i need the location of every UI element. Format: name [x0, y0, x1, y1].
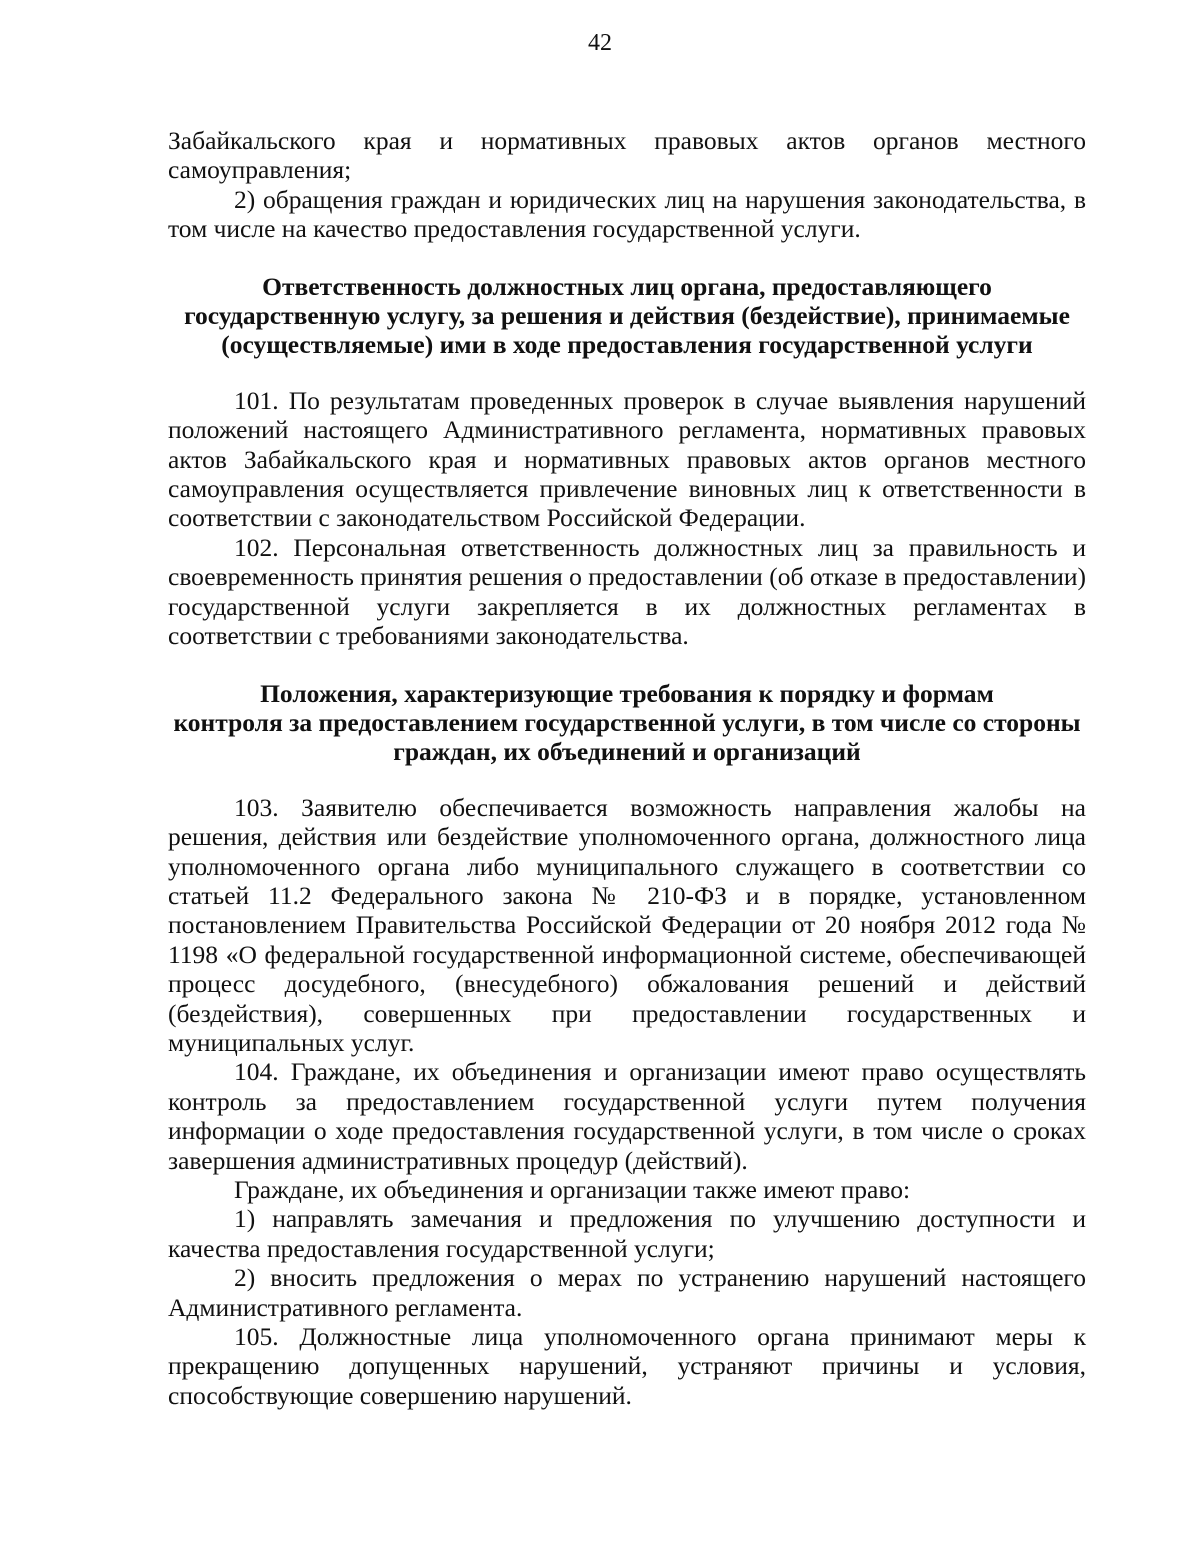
heading-line: Положения, характеризующие требования к порядку и формам	[260, 678, 994, 708]
paragraph-104-right-2: 2) вносить предложения о мерах по устранению нарушений настоящего Административного регламента.	[168, 1263, 1086, 1322]
heading-line: Ответственность должностных лиц органа, предоставляющего	[262, 271, 992, 301]
paragraph-104-right-1: 1) направлять замечания и предложения по улучшению доступности и качества предоставления государственной услуги;	[168, 1204, 1086, 1263]
paragraph-105: 105. Должностные лица уполномоченного органа принимают меры к прекращению допущенных нарушений, устраняют причины и условия, способствующие совершению нарушений.	[168, 1322, 1086, 1410]
heading-line: контроля за предоставлением государственной услуги, в том числе со стороны	[173, 707, 1081, 737]
paragraph-102: 102. Персональная ответственность должностных лиц за правильность и своевременность принятия решения о предоставлении (об отказе в предоставлении) государственной услуги закрепляется в их должностных регламентах в соответствии с требованиями законодательства.	[168, 532, 1086, 651]
page-number: 42	[588, 30, 612, 56]
paragraph-101: 101. По результатам проведенных проверок в случае выявления нарушений положений настоящего Административного регламента, нормативных правовых актов Забайкальского края и нормативных правовых актов органов местного самоуправления осуществляется привлечение виновных лиц к ответственности в соответствии с законодательством Российской Федерации.	[168, 385, 1086, 533]
document-body	[168, 126, 1086, 1410]
heading-line: граждан, их объединений и организаций	[393, 737, 861, 767]
paragraph-104: 104. Граждане, их объединения и организации имеют право осуществлять контроль за предоставлением государственной услуги путем получения информации о ходе предоставления государственной услуги, в том числе о сроках завершения административных процедур (действий).	[168, 1057, 1086, 1175]
heading-line: (осуществляемые) ими в ходе предоставления государственной услуги	[221, 330, 1033, 360]
paragraph-103: 103. Заявителю обеспечивается возможность направления жалобы на решения, действия или бездействие уполномоченного органа, должностного лица уполномоченного органа либо муниципального служащего в соответствии со статьей 11.2 Федерального закона № 210-ФЗ и в порядке, установленном постановлением Правительства Российской Федерации от 20 ноября 2012 года № 1198 «О федеральной государственной информационной системе, обеспечивающей процесс досудебного, (внесудебного) обжалования решений и действий (бездействия), совершенных при предоставлении государственных и муниципальных услуг.	[168, 792, 1086, 1057]
section-heading-control-requirements	[168, 679, 1086, 767]
paragraph-104-rights-intro: Граждане, их объединения и организации также имеют право:	[234, 1175, 911, 1204]
paragraph-continuation: Забайкальского края и нормативных правовых актов органов местного самоуправления;	[168, 126, 1086, 185]
section-heading-responsibility	[168, 272, 1086, 360]
paragraph-item-2: 2) обращения граждан и юридических лиц на нарушения законодательства, в том числе на качество предоставления государственной услуги.	[168, 184, 1086, 244]
heading-line: государственную услугу, за решения и действия (бездействие), принимаемые	[184, 301, 1070, 331]
